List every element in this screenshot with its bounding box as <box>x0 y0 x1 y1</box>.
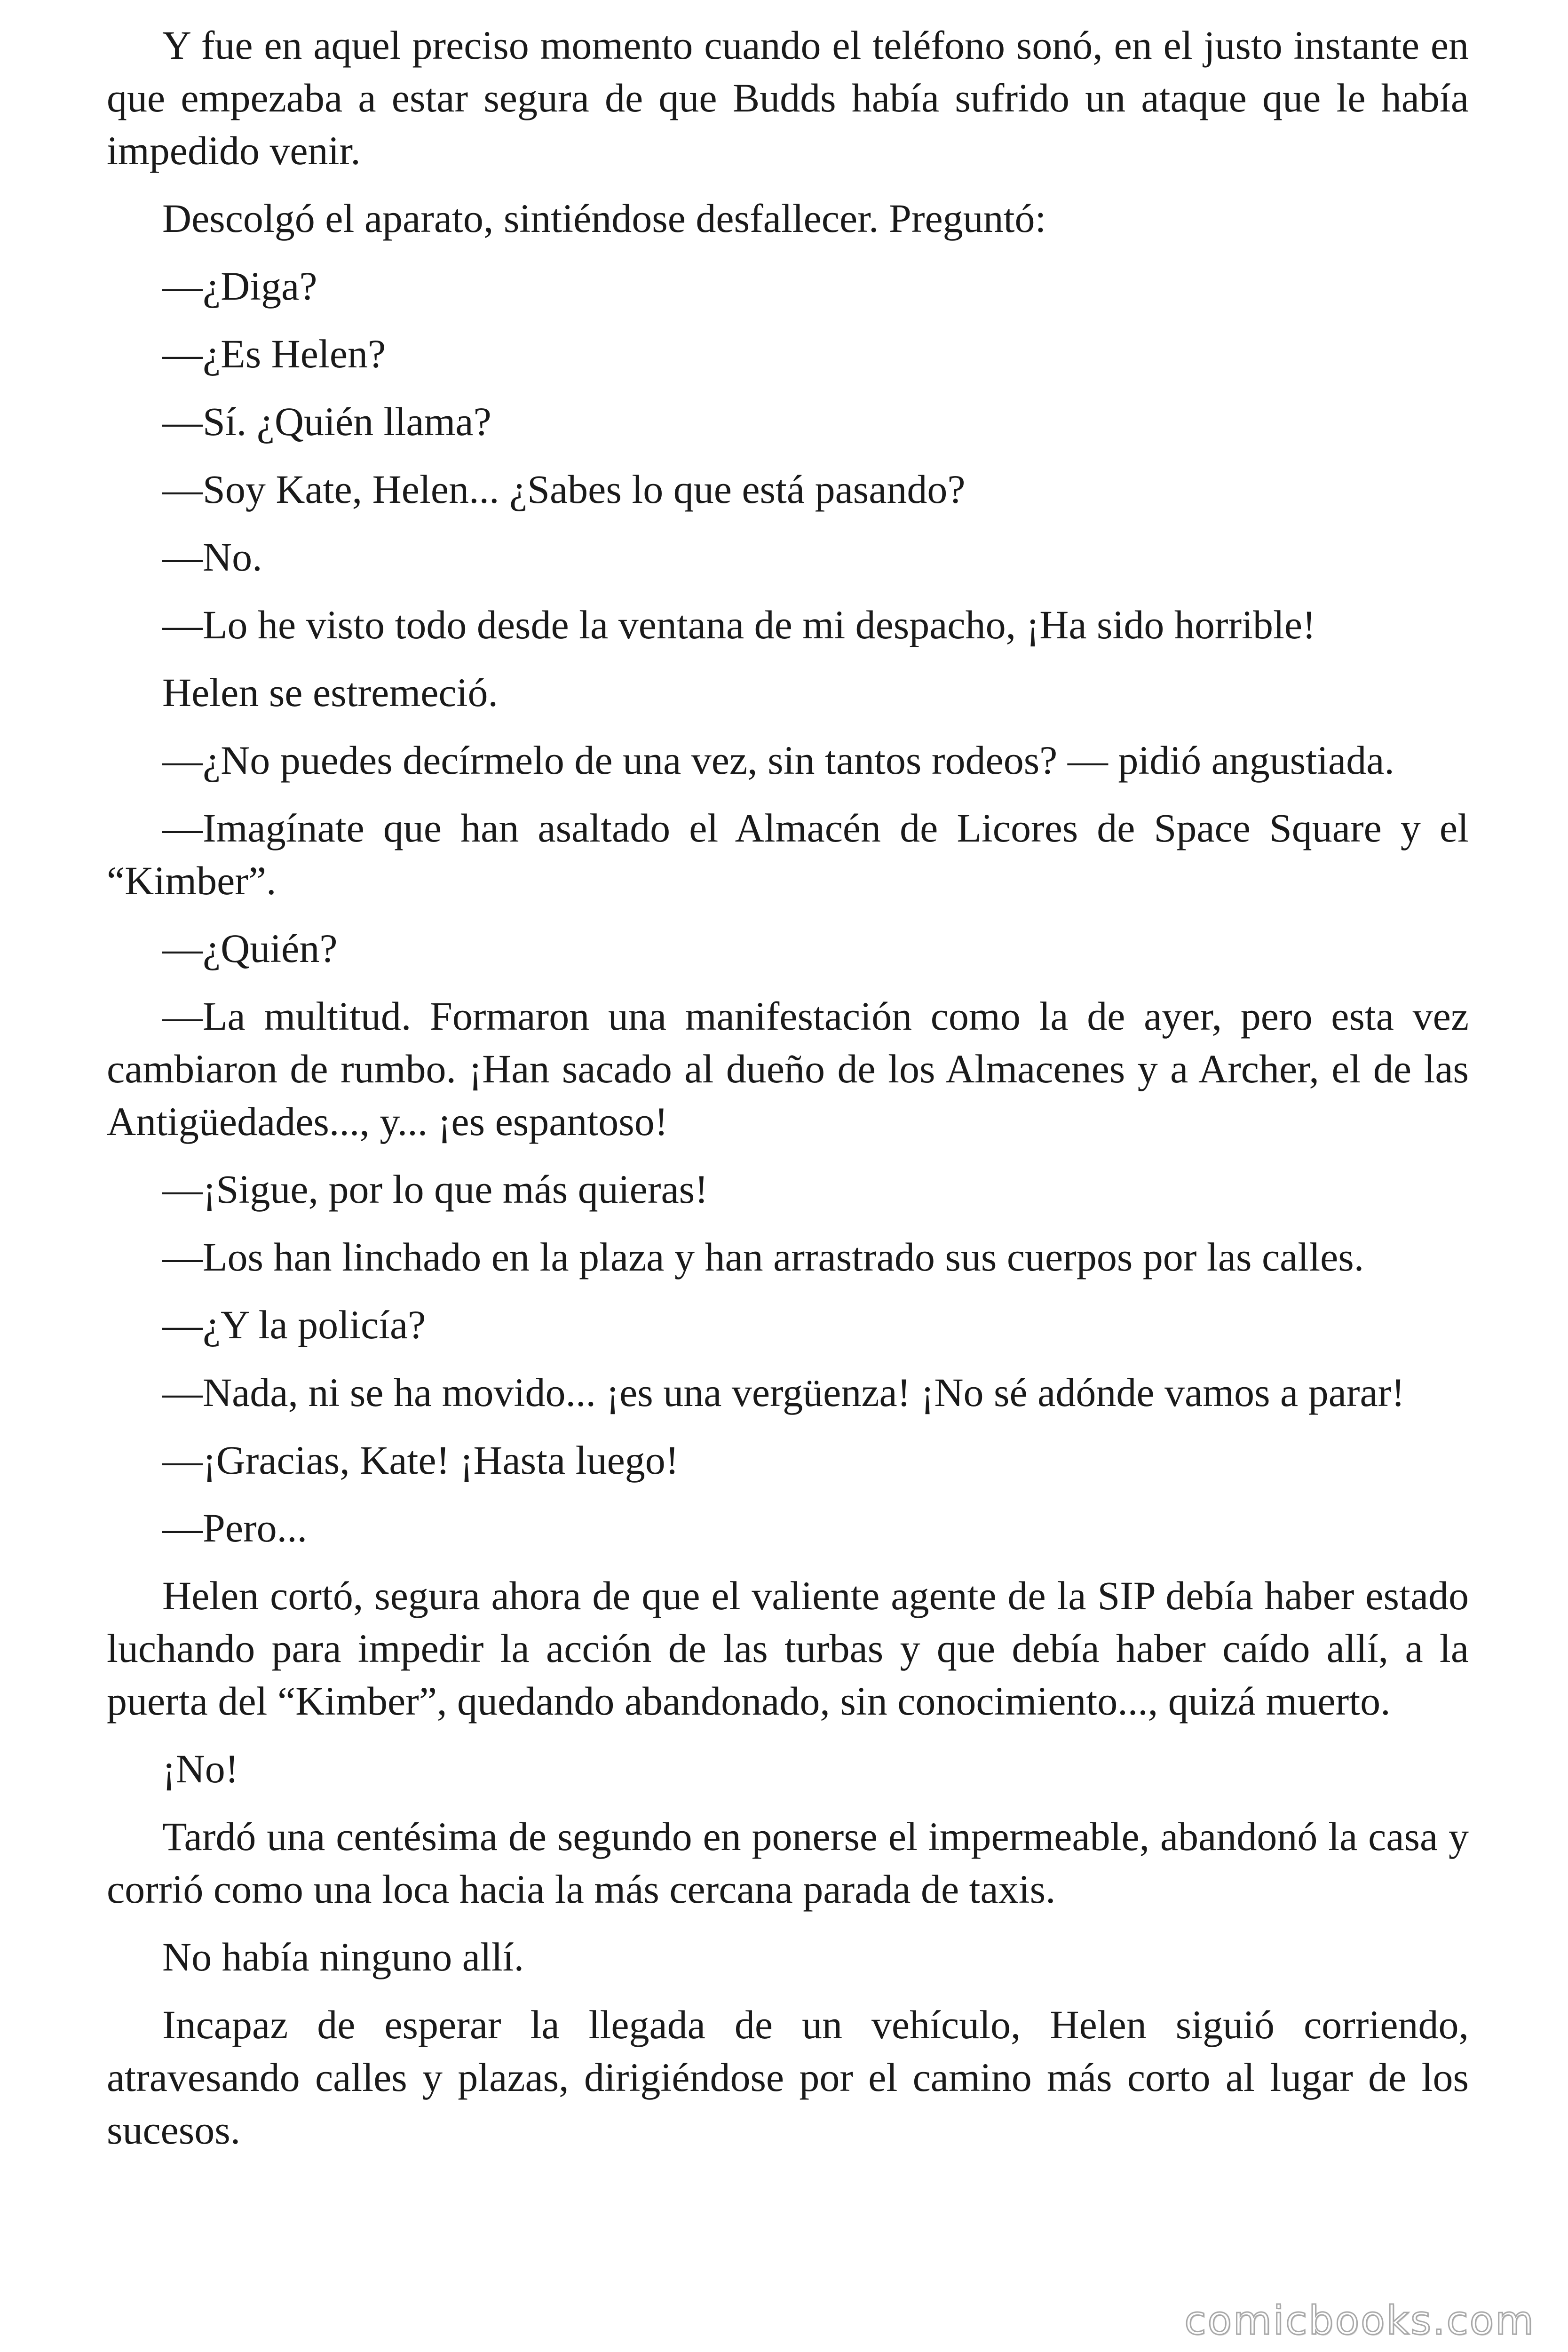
paragraph: Y fue en aquel preciso momento cuando el teléfono sonó, en el justo instante en que empezaba a estar segura de que Budds había sufrido un ataque que le había impedido venir. <box>107 23 1469 173</box>
paragraph: —¿Es Helen? <box>162 331 386 376</box>
paragraph: —Soy Kate, Helen... ¿Sabes lo que está pasando? <box>162 467 966 512</box>
page-body <box>107 19 1469 2171</box>
paragraph: —Sí. ¿Quién llama? <box>162 399 491 444</box>
watermark-logo: comicbooks.com <box>1184 2297 1535 2344</box>
paragraph: Incapaz de esperar la llegada de un vehículo, Helen siguió corriendo, atravesando calles y plazas, dirigiéndose por el camino más corto al lugar de los sucesos. <box>107 2002 1469 2153</box>
paragraph: No había ninguno allí. <box>162 1934 524 1979</box>
paragraph: —¿Diga? <box>162 263 317 309</box>
paragraph: —La multitud. Formaron una manifestación como la de ayer, pero esta vez cambiaron de rumbo. ¡Han sacado al dueño de los Almacenes y a Archer, el de las Antigüedades..., y... ¡es espantoso! <box>107 993 1469 1144</box>
paragraph: —¿No puedes decírmelo de una vez, sin tantos rodeos? — pidió angustiada. <box>162 738 1394 783</box>
paragraph: Helen se estremeció. <box>162 670 498 715</box>
paragraph: —¿Quién? <box>162 926 338 971</box>
paragraph: —No. <box>162 534 262 580</box>
paragraph: —¿Y la policía? <box>162 1302 426 1347</box>
paragraph: ¡No! <box>162 1746 239 1791</box>
paragraph: —¡Sigue, por lo que más quieras! <box>162 1167 708 1212</box>
paragraph: Descolgó el aparato, sintiéndose desfallecer. Preguntó: <box>162 196 1046 241</box>
paragraph: Helen cortó, segura ahora de que el valiente agente de la SIP debía haber estado luchando para impedir la acción de las turbas y que debía haber caído allí, a la puerta del “Kimber”, quedando abandonado, sin conocimiento..., quizá muerto. <box>107 1573 1469 1724</box>
paragraph: —¡Gracias, Kate! ¡Hasta luego! <box>162 1438 679 1483</box>
paragraph: —Lo he visto todo desde la ventana de mi despacho, ¡Ha sido horrible! <box>162 602 1316 647</box>
paragraph: —Pero... <box>162 1505 308 1550</box>
paragraph: —Nada, ni se ha movido... ¡es una vergüenza! ¡No sé adónde vamos a parar! <box>162 1370 1405 1415</box>
paragraph: —Los han linchado en la plaza y han arrastrado sus cuerpos por las calles. <box>162 1234 1364 1279</box>
paragraph: —Imagínate que han asaltado el Almacén de Licores de Space Square y el “Kimber”. <box>107 805 1469 903</box>
paragraph: Tardó una centésima de segundo en ponerse el impermeable, abandonó la casa y corrió como una loca hacia la más cercana parada de taxis. <box>107 1814 1469 1912</box>
